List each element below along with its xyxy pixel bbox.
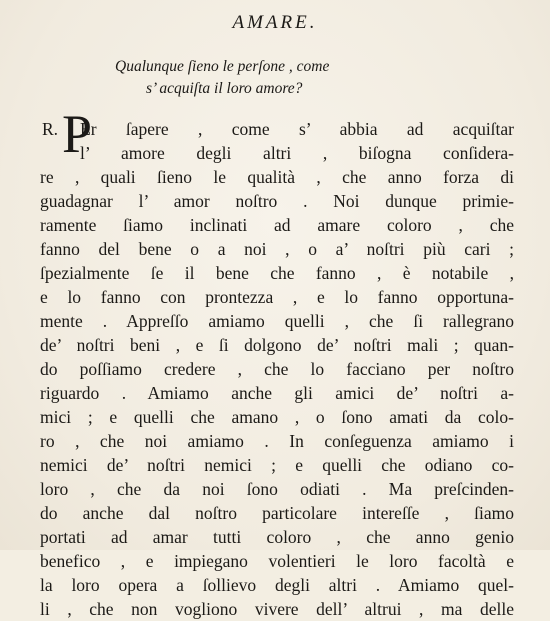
body-line: mici ; e quelli che amano , o ſono amati da colo- — [40, 407, 514, 427]
body-line: do poſſiamo credere , che lo facciano per noſtro — [40, 359, 514, 379]
body-line: la loro opera a ſollievo degli altri . Amiamo quel- — [40, 575, 514, 595]
body-line: li , che non vogliono vivere dell’ altrui , ma delle — [40, 599, 514, 619]
drop-cap: P — [62, 104, 93, 164]
body-line: ramente ſiamo inclinati ad amare coloro , che — [40, 215, 514, 235]
body-line: e lo fanno con prontezza , e lo fanno opportuna- — [40, 287, 514, 307]
body-line: fanno del bene o a noi , o a’ noſtri più cari ; — [40, 239, 514, 259]
body-line: nemici de’ noſtri nemici ; e quelli che odiano co- — [40, 455, 514, 475]
reply-label: R. — [42, 119, 59, 139]
body-line: Er ſapere , come s’ abbia ad acquiſtar — [80, 119, 514, 139]
body-line: mente . Appreſſo amiamo quelli , che ſi rallegrano — [40, 311, 514, 331]
body-line: do anche dal noſtro particolare intereſſe , ſiamo — [40, 503, 514, 523]
body-line: l’ amore degli altri , biſogna conſidera- — [80, 143, 514, 163]
question-line-1: Qualunque ſieno le perſone , come — [115, 58, 330, 75]
body-line: guadagnar l’ amor noſtro . Noi dunque primie- — [40, 191, 514, 211]
body-line: portati ad amar tutti coloro , che anno genio — [40, 527, 514, 547]
page-title: AMARE. — [232, 12, 318, 33]
body-line: de’ noſtri beni , e ſi dolgono de’ noſtri mali ; quan- — [40, 335, 514, 355]
body-line: riguardo . Amiamo anche gli amici de’ noſtri a- — [40, 383, 514, 403]
body-line: ſpezialmente ſe il bene che fanno , è notabile , — [40, 263, 514, 283]
question-line-2: s’ acquiſta il loro amore? — [146, 80, 303, 97]
body-line: re , quali ſieno le qualità , che anno forza di — [40, 167, 514, 187]
body-line: ro , che noi amiamo . In conſeguenza amiamo i — [40, 431, 514, 451]
body-line: benefico , e impiegano volentieri le loro facoltà e — [40, 551, 514, 571]
body-line: loro , che da noi ſono odiati . Ma preſcinden- — [40, 479, 514, 499]
